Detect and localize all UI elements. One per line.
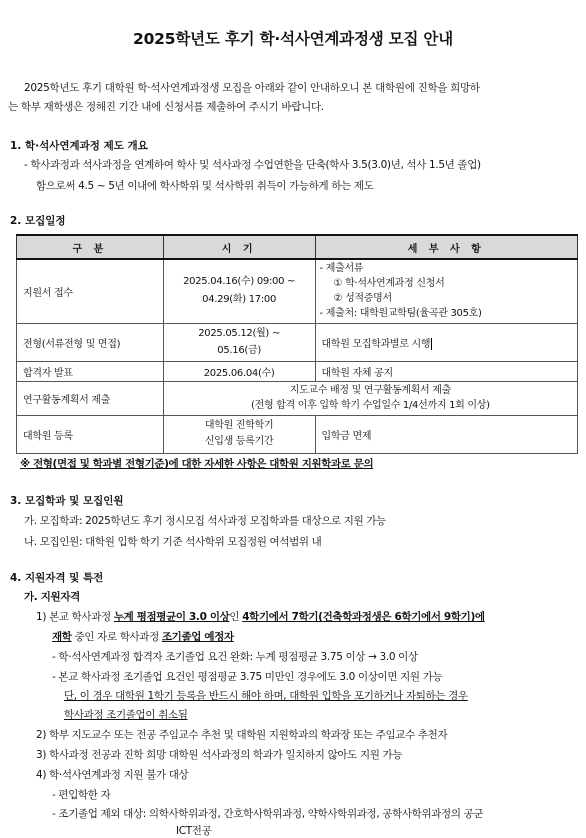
table-row xyxy=(17,381,578,415)
row-details: 입학금 면제 xyxy=(315,415,577,453)
section-1-heading: 1. 학·석사연계과정 제도 개요 xyxy=(10,140,148,152)
period-line: 대학원 진학학기 xyxy=(204,420,274,431)
section-2-heading: 2. 모집일정 xyxy=(10,215,66,227)
detail-line: (전형 합격 이후 입학 학기 수업일수 1/4선까지 1회 이상) xyxy=(251,400,490,411)
row-period xyxy=(163,259,315,323)
s4-item-2: 2) 학부 지도교수 또는 전공 주임교수 추천 및 대학원 지원학과의 학과장 또는 주임교수 추천자 xyxy=(36,729,448,741)
table-row xyxy=(17,361,578,381)
detail-line: - 제출서류 xyxy=(319,263,364,275)
text-span: 인 xyxy=(229,611,243,623)
row-details[interactable] xyxy=(315,323,577,361)
row-label: 합격자 발표 xyxy=(17,361,164,381)
row-period xyxy=(163,323,315,361)
row-label: 지원서 접수 xyxy=(17,259,164,323)
period-line: 2025.04.16(수) 09:00 ~ xyxy=(183,276,296,288)
s4-item-1-detail-4: 학사과정 조기졸업이 취소됨 xyxy=(64,709,188,721)
row-label: 연구활동계획서 제출 xyxy=(17,381,164,415)
row-period xyxy=(163,415,315,453)
early-graduation-requirement: 조기졸업 예정자 xyxy=(161,631,234,643)
intro-paragraph xyxy=(8,79,578,117)
row-details: 대학원 자체 공지 xyxy=(315,361,577,381)
s1-line-1: - 학사과정과 석사과정을 연계하여 학사 및 석사과정 수업연한을 단축(학사 3.5(3.0)년, 석사 1.5년 졸업) xyxy=(24,159,481,171)
s4-item-1-line-2 xyxy=(52,629,234,644)
table-row xyxy=(17,323,578,361)
row-label: 대학원 등록 xyxy=(17,415,164,453)
detail-line: ① 학·석사연계과정 신청서 xyxy=(333,278,445,290)
semester-requirement: 4학기에서 7학기(건축학과정생은 6학기에서 9학기)에 xyxy=(242,611,485,623)
s3-item-a: 가. 모집학과: 2025학년도 후기 정시모집 석사과정 모집학과를 대상으로 지원 가능 xyxy=(24,515,386,527)
intro-line-2: 는 학부 재학생은 정해진 기간 내에 신청서를 제출하여 주시기 바랍니다. xyxy=(8,101,324,113)
period-line: 2025.05.12(월) ~ xyxy=(198,328,280,339)
table-header-row xyxy=(17,235,578,259)
intro-line-1: 2025학년도 후기 대학원 학·석사연계과정생 모집을 아래와 같이 안내하오니 본 대학원에 진학을 희망하 xyxy=(24,82,480,94)
gpa-requirement: 누계 평점평균이 3.0 이상 xyxy=(113,611,230,623)
row-label: 전형(서류전형 및 면접) xyxy=(17,323,164,361)
s4-item-4-detail-1: - 편입학한 자 xyxy=(52,789,111,801)
table-row xyxy=(17,259,578,323)
enrollment-requirement: 재학 xyxy=(52,631,72,643)
s4-item-1-detail-1: - 학·석사연계과정 합격자 조기졸업 요건 완화: 누계 평점평균 3.75 이상 → 3.0 이상 xyxy=(52,651,418,663)
table-row xyxy=(17,415,578,453)
s4-subheading: 가. 지원자격 xyxy=(24,591,80,603)
header-details: 세 부 사 항 xyxy=(315,235,577,259)
header-period: 시 기 xyxy=(163,235,315,259)
detail-line: - 제출처: 대학원교학팀(율곡관 305호) xyxy=(319,308,482,320)
s4-item-3: 3) 학사과정 전공과 진학 희망 대학원 석사과정의 학과가 일치하지 않아도 지원 가능 xyxy=(36,749,403,761)
document-title: 2025학년도 후기 학·석사연계과정생 모집 안내 xyxy=(133,30,453,48)
row-details xyxy=(315,259,577,323)
schedule-note: ※ 전형(면접 및 학과별 전형기준)에 대한 자세한 사항은 대학원 지원학과로 문의 xyxy=(20,458,374,470)
row-details xyxy=(163,381,577,415)
s4-item-1-detail-2: - 본교 학사과정 조기졸업 요건인 평점평균 3.75 미만인 경우에도 3.0 이상이면 지원 가능 xyxy=(52,671,443,683)
s4-item-1-detail-3: 단, 이 경우 대학원 1학기 등록을 반드시 해야 하며, 대학원 입학을 포기하거나 자퇴하는 경우 xyxy=(64,690,468,702)
s4-item-4-detail-2: - 조기졸업 제외 대상: 의학사학위과정, 간호학사학위과정, 약학사학위과정, 공학사학위과정의 공군 xyxy=(52,808,484,820)
row-period: 2025.06.04(수) xyxy=(163,361,315,381)
s4-item-4-detail-3: ICT전공 xyxy=(176,825,212,837)
schedule-table xyxy=(16,234,578,454)
detail-line: 지도교수 배정 및 연구활동계획서 제출 xyxy=(289,385,451,396)
detail-text: 대학원 모집학과별로 시행 xyxy=(321,338,431,350)
text-span: 1) 본교 학사과정 xyxy=(36,611,114,623)
period-line: 04.29(화) 17:00 xyxy=(202,294,277,306)
period-line: 신입생 등록기간 xyxy=(204,436,274,447)
section-4-heading: 4. 지원자격 및 특전 xyxy=(10,572,104,584)
text-cursor xyxy=(431,338,432,350)
section-3-heading: 3. 모집학과 및 모집인원 xyxy=(10,495,124,507)
period-line: 05.16(금) xyxy=(217,345,261,356)
s4-item-1-line-1 xyxy=(36,609,485,624)
text-span: 중인 자로 학사과정 xyxy=(71,631,162,643)
header-category: 구 분 xyxy=(17,235,164,259)
detail-line: ② 성적증명서 xyxy=(333,293,392,305)
s1-line-2: 함으로써 4.5 ~ 5년 이내에 학사학위 및 석사학위 취득이 가능하게 하는 제도 xyxy=(36,180,374,192)
s4-item-4: 4) 학·석사연계과정 지원 불가 대상 xyxy=(36,769,189,781)
s3-item-b: 나. 모집인원: 대학원 입학 학기 기준 석사학위 모집정원 여석범위 내 xyxy=(24,536,322,548)
